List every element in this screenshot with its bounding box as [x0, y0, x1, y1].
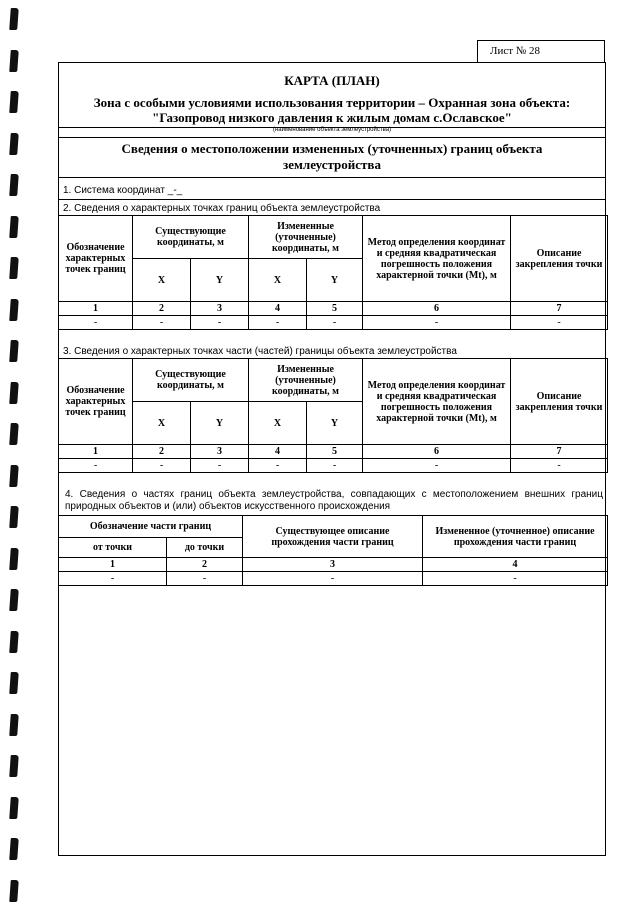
document-frame	[58, 62, 606, 856]
map-title: КАРТА (ПЛАН)	[284, 73, 380, 88]
table-cell: -	[59, 459, 133, 473]
column-number: 3	[243, 558, 423, 572]
item4-title: 4. Сведения о частях границ объекта землеустройства, совпадающих с местоположением внешних границ природных объектов и (или) объектов искусственного происхождения	[65, 489, 603, 512]
header-to-point: до точки	[167, 538, 243, 558]
divider	[59, 177, 605, 178]
table-cell: -	[363, 459, 511, 473]
header-x: X	[249, 402, 307, 445]
binding-mark	[9, 382, 19, 404]
coordinate-system: 1. Система координат _-_	[63, 185, 183, 196]
header-y: Y	[191, 259, 249, 302]
object-title-line1: Зона с особыми условиями использования территории – Охранная зона объекта:	[93, 95, 571, 110]
header-existing-description: Существующее описание прохождения части границ	[243, 516, 423, 558]
item3-title: 3. Сведения о характерных точках части (частей) границы объекта землеустройства	[63, 346, 457, 357]
table-cell: -	[423, 572, 608, 586]
binding-mark	[9, 797, 19, 819]
header-existing: Существующие координаты, м	[133, 359, 249, 402]
divider	[59, 137, 605, 138]
table-cell: -	[307, 459, 363, 473]
table-cell: -	[133, 459, 191, 473]
table-cell: -	[167, 572, 243, 586]
binding-edge	[10, 0, 26, 905]
points-table	[58, 215, 608, 330]
header-x: X	[133, 259, 191, 302]
binding-mark	[9, 50, 19, 72]
column-number: 2	[133, 302, 191, 316]
header-changed: Измененные (уточненные) координаты, м	[249, 216, 363, 259]
column-number: 1	[59, 302, 133, 316]
column-number: 4	[249, 302, 307, 316]
table-cell: -	[243, 572, 423, 586]
sheet-number: Лист № 28	[477, 40, 605, 62]
binding-mark	[9, 548, 19, 570]
binding-mark	[9, 631, 19, 653]
binding-mark	[9, 672, 19, 694]
column-number: 1	[59, 558, 167, 572]
header-description: Описание закрепления точки	[511, 216, 608, 302]
column-number: 6	[363, 445, 511, 459]
binding-mark	[9, 506, 19, 528]
column-number: 5	[307, 302, 363, 316]
section-title-line2: землеустройства	[283, 157, 381, 172]
object-title	[59, 95, 605, 125]
table-cell: -	[511, 316, 608, 330]
column-number: 3	[191, 302, 249, 316]
header-method: Метод определения координат и средняя квадратическая погрешность положения характерной точки (Mt), м	[363, 359, 511, 445]
binding-mark	[9, 299, 19, 321]
binding-mark	[9, 340, 19, 362]
column-number: 7	[511, 302, 608, 316]
table-cell: -	[59, 316, 133, 330]
header-y: Y	[307, 259, 363, 302]
column-number: 5	[307, 445, 363, 459]
header-from-point: от точки	[59, 538, 167, 558]
header-description: Описание закрепления точки	[511, 359, 608, 445]
binding-mark	[9, 880, 19, 902]
table-cell: -	[133, 316, 191, 330]
header-part-designation: Обозначение части границ	[59, 516, 243, 538]
item2-title: 2. Сведения о характерных точках границ объекта землеустройства	[63, 203, 381, 214]
header-y: Y	[307, 402, 363, 445]
binding-mark	[9, 174, 19, 196]
header-designation: Обозначение характерных точек границ	[59, 216, 133, 302]
table-cell: -	[191, 459, 249, 473]
binding-mark	[9, 838, 19, 860]
binding-mark	[9, 91, 19, 113]
header-y: Y	[191, 402, 249, 445]
binding-mark	[9, 589, 19, 611]
column-number: 1	[59, 445, 133, 459]
part-points-table	[58, 358, 608, 473]
column-number: 2	[133, 445, 191, 459]
binding-mark	[9, 133, 19, 155]
table-cell: -	[511, 459, 608, 473]
binding-mark	[9, 216, 19, 238]
binding-mark	[9, 465, 19, 487]
divider	[59, 199, 605, 200]
object-caption: (наименование объекта землеустройства)	[272, 127, 392, 133]
table-cell: -	[363, 316, 511, 330]
column-number: 2	[167, 558, 243, 572]
column-number: 6	[363, 302, 511, 316]
header-x: X	[249, 259, 307, 302]
boundary-parts-table	[58, 515, 608, 586]
object-title-line2: "Газопровод низкого давления к жилым домам с.Ославское"	[152, 110, 512, 125]
column-number: 4	[249, 445, 307, 459]
section-title-line1: Сведения о местоположении измененных (уточненных) границ объекта	[121, 141, 543, 156]
table-cell: -	[249, 459, 307, 473]
header-changed-description: Измененное (уточненное) описание прохождения части границ	[423, 516, 608, 558]
column-number: 3	[191, 445, 249, 459]
binding-mark	[9, 257, 19, 279]
section-title	[59, 141, 605, 173]
table-cell: -	[59, 572, 167, 586]
header-designation: Обозначение характерных точек границ	[59, 359, 133, 445]
header-changed: Измененные (уточненные) координаты, м	[249, 359, 363, 402]
binding-mark	[9, 423, 19, 445]
column-number: 7	[511, 445, 608, 459]
binding-mark	[9, 755, 19, 777]
header-method: Метод определения координат и средняя квадратическая погрешность положения характерной точки (Mt), м	[363, 216, 511, 302]
table-cell: -	[249, 316, 307, 330]
binding-mark	[9, 8, 19, 30]
header-x: X	[133, 402, 191, 445]
table-cell: -	[191, 316, 249, 330]
column-number: 4	[423, 558, 608, 572]
header-existing: Существующие координаты, м	[133, 216, 249, 259]
binding-mark	[9, 714, 19, 736]
table-cell: -	[307, 316, 363, 330]
